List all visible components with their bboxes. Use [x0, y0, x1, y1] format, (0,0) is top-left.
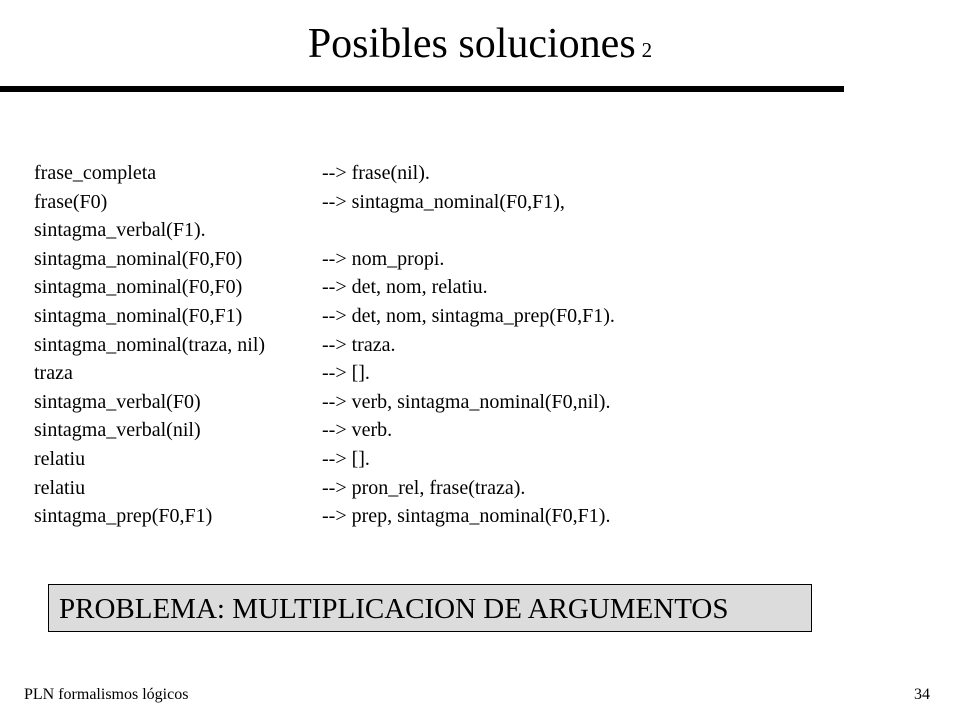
rule-row — [34, 302, 615, 331]
rule-lhs: relatiu — [34, 476, 86, 499]
rule-row — [34, 474, 615, 503]
problem-banner: PROBLEMA: MULTIPLICACION DE ARGUMENTOS — [48, 584, 812, 632]
rule-rhs: --> prep, sintagma_nominal(F0,F1). — [322, 505, 611, 528]
rule-row — [34, 388, 615, 417]
rule-lhs: sintagma_prep(F0,F1) — [34, 505, 213, 528]
rule-lhs: sintagma_nominal(F0,F1) — [34, 304, 243, 327]
rule-lhs: sintagma_nominal(traza, nil) — [34, 333, 266, 356]
rule-lhs: sintagma_verbal(F1). — [34, 219, 206, 242]
rule-row — [34, 159, 615, 188]
rule-row — [34, 416, 615, 445]
rule-rhs: --> det, nom, relatiu. — [322, 276, 488, 299]
grammar-rules — [34, 159, 615, 531]
rule-rhs: --> pron_rel, frase(traza). — [322, 476, 526, 499]
rule-rhs: --> verb. — [322, 419, 393, 442]
rule-rhs: --> verb, sintagma_nominal(F0,nil). — [322, 390, 611, 413]
footer-course-label: PLN formalismos lógicos — [24, 686, 189, 703]
rule-lhs: sintagma_nominal(F0,F0) — [34, 276, 243, 299]
rule-lhs: sintagma_verbal(F0) — [34, 390, 201, 413]
title-underline — [0, 86, 844, 92]
rule-lhs: traza — [34, 362, 73, 385]
rule-row — [34, 273, 615, 302]
rule-lhs: sintagma_verbal(nil) — [34, 419, 201, 442]
title-number: 2 — [641, 38, 653, 62]
rule-rhs: --> det, nom, sintagma_prep(F0,F1). — [322, 304, 615, 327]
rule-row — [34, 502, 615, 531]
rule-rhs: --> traza. — [322, 333, 396, 356]
slide-title — [0, 18, 960, 76]
rule-row — [34, 359, 615, 388]
rule-lhs: frase_completa — [34, 162, 157, 184]
rule-row — [34, 216, 615, 245]
rule-rhs: --> nom_propi. — [322, 247, 445, 270]
rule-rhs: --> sintagma_nominal(F0,F1), — [322, 190, 565, 213]
rule-rhs: --> []. — [322, 362, 370, 385]
rule-row — [34, 188, 615, 217]
rule-row — [34, 331, 615, 360]
rule-rhs: --> []. — [322, 447, 370, 470]
rule-lhs: relatiu — [34, 447, 86, 470]
title-text: Posibles soluciones — [307, 21, 636, 67]
rule-lhs: sintagma_nominal(F0,F0) — [34, 247, 243, 270]
rule-rhs: --> frase(nil). — [322, 162, 430, 184]
rule-row — [34, 245, 615, 274]
page-number: 34 — [914, 686, 930, 703]
rule-lhs: frase(F0) — [34, 190, 108, 213]
rule-row — [34, 445, 615, 474]
